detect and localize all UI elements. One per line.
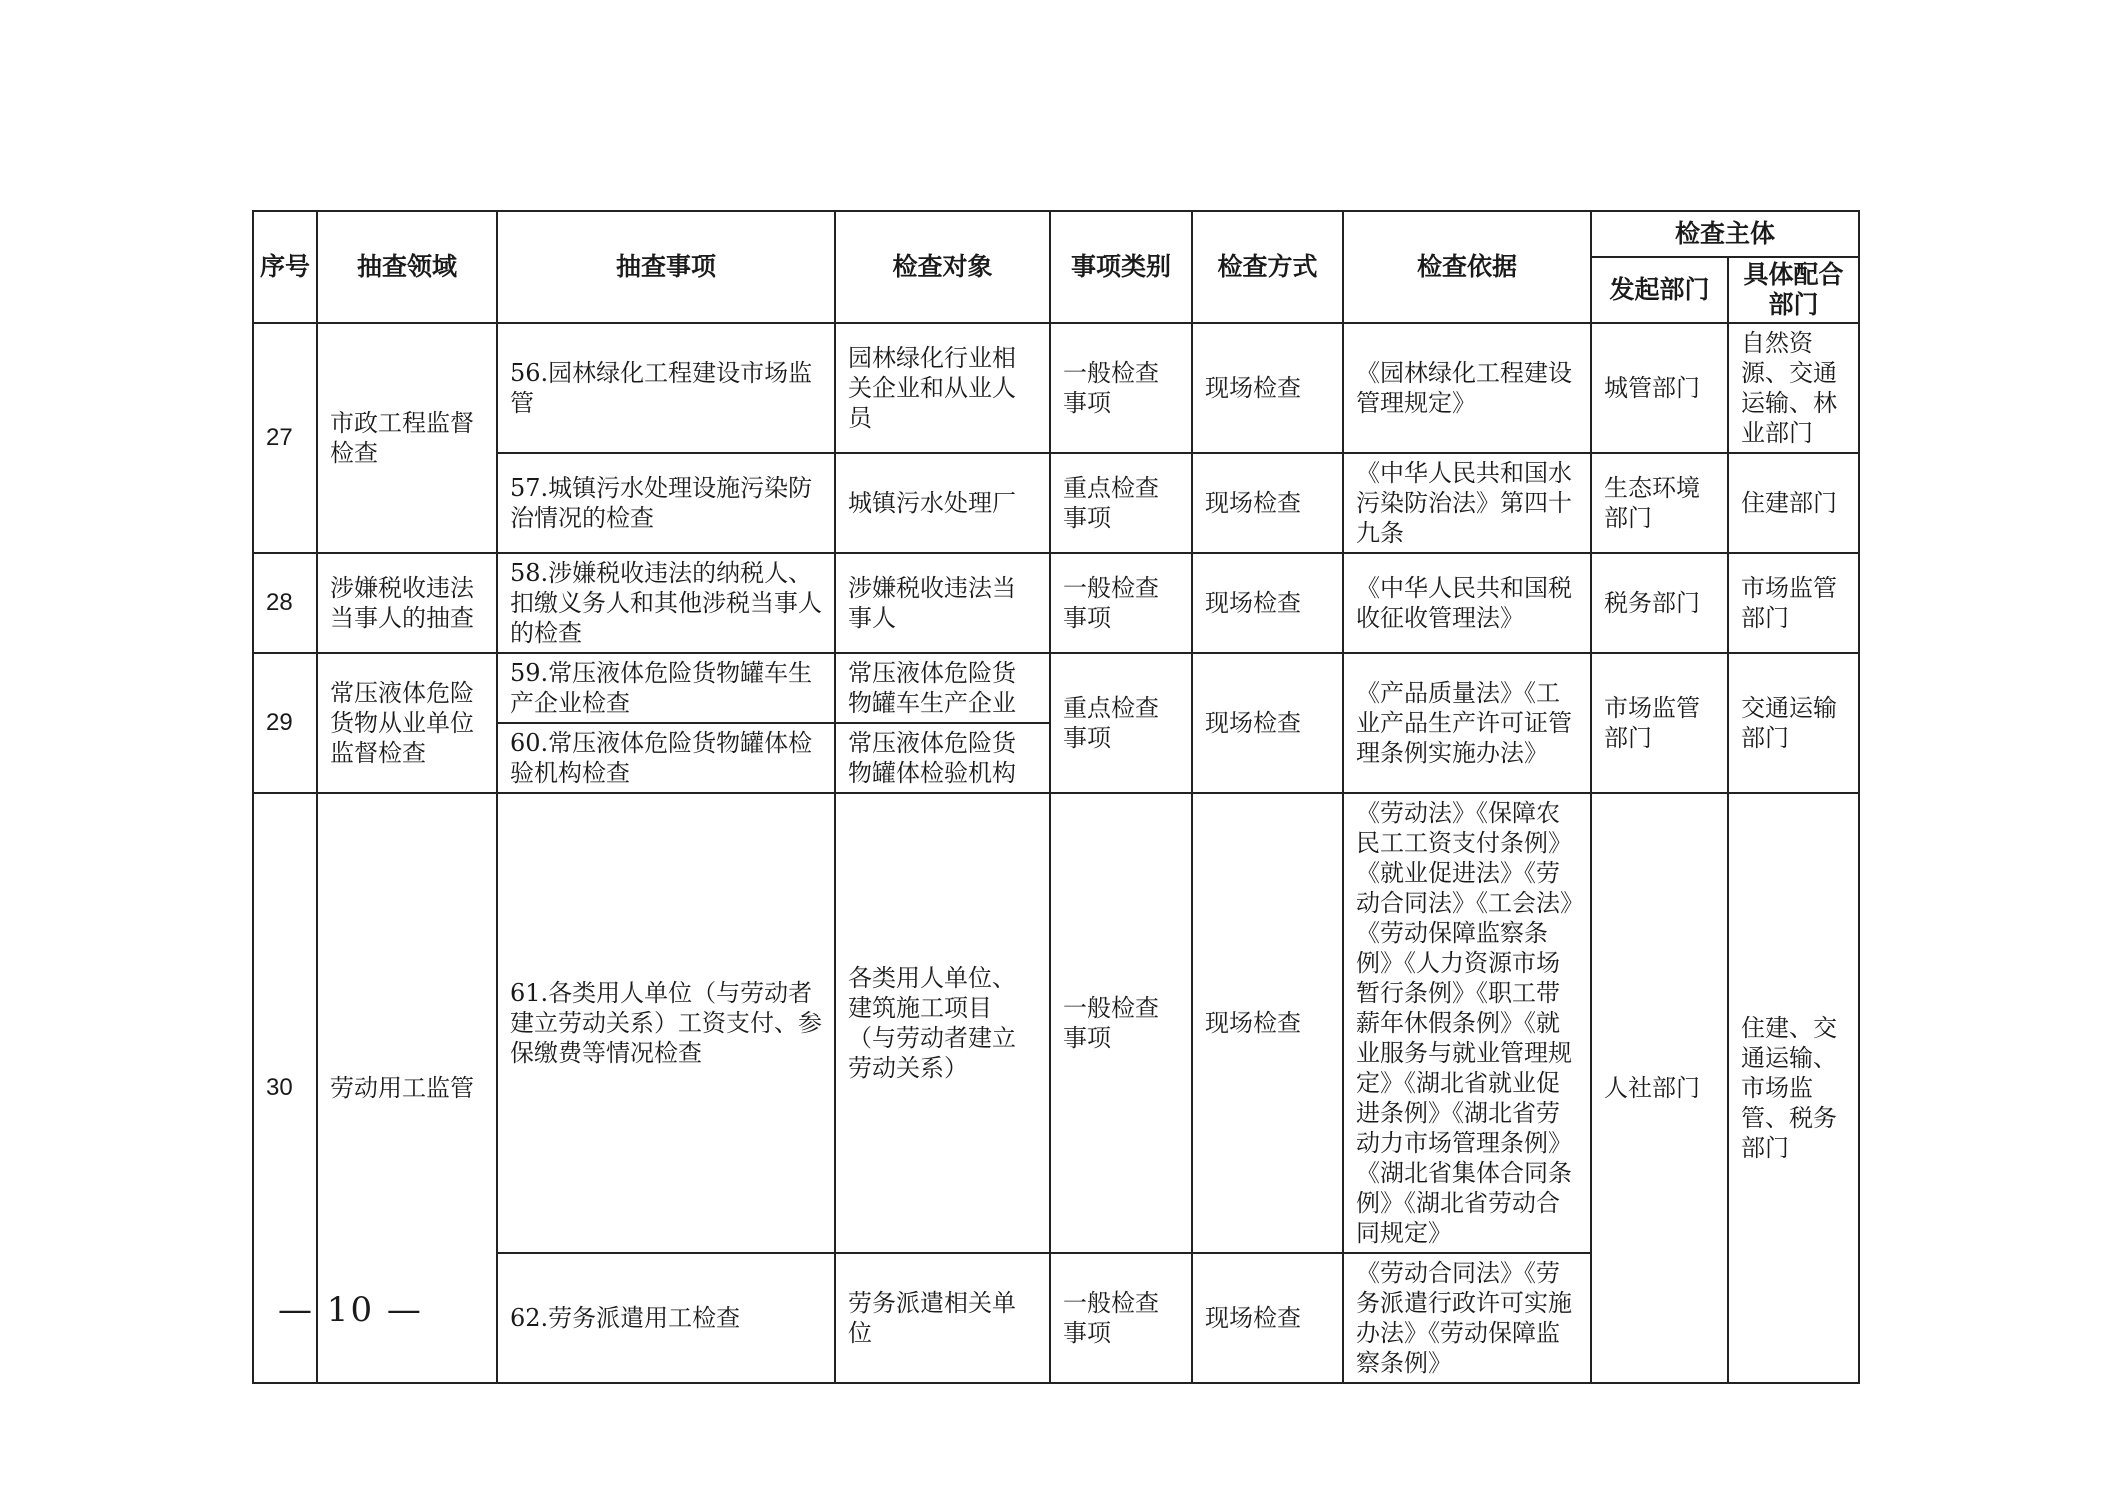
- row-28-item: 58.涉嫌税收违法的纳税人、 扣缴义务人和其他涉税当事人的检查: [497, 553, 835, 653]
- row-27a-method: 现场检查: [1192, 323, 1343, 453]
- row-30a-item: 61.各类用人单位（与劳动者建立劳动关系）工资支付、参保缴费等情况检查: [497, 793, 835, 1253]
- row-29-field: 常压液体危险货物从业单位监督检查: [317, 653, 497, 793]
- row-28-target: 涉嫌税收违法当事人: [835, 553, 1050, 653]
- row-27b-initiator: 生态环境部门: [1591, 453, 1728, 553]
- row-30-initiator: 人社部门: [1591, 793, 1728, 1383]
- row-29-method: 现场检查: [1192, 653, 1343, 793]
- row-29-seq: 29: [253, 653, 317, 793]
- row-29a-item: 59.常压液体危险货物罐车生产企业检查: [497, 653, 835, 723]
- row-30b-category: 一般检查事项: [1050, 1253, 1192, 1383]
- row-29-category: 重点检查事项: [1050, 653, 1192, 793]
- row-28-cooperator: 市场监管部门: [1728, 553, 1859, 653]
- row-30a-method: 现场检查: [1192, 793, 1343, 1253]
- row-27a-item: 56.园林绿化工程建设市场监管: [497, 323, 835, 453]
- row-30b-item: 62.劳务派遣用工检查: [497, 1253, 835, 1383]
- row-30-field: 劳动用工监管: [317, 793, 497, 1383]
- row-28-seq: 28: [253, 553, 317, 653]
- row-30b-basis: 《劳动合同法》《劳务派遣行政许可实施办法》《劳动保障监察条例》: [1343, 1253, 1591, 1383]
- header-initiator: 发起部门: [1591, 257, 1728, 323]
- row-29-basis: 《产品质量法》《工业产品生产许可证管理条例实施办法》: [1343, 653, 1591, 793]
- row-27-seq: 27: [253, 323, 317, 553]
- header-cooperator: 具体配合部门: [1728, 257, 1859, 323]
- header-item: 抽查事项: [497, 211, 835, 323]
- row-28-initiator: 税务部门: [1591, 553, 1728, 653]
- header-seq: 序号: [253, 211, 317, 323]
- row-27a-basis: 《园林绿化工程建设管理规定》: [1343, 323, 1591, 453]
- row-29a-target: 常压液体危险货物罐车生产企业: [835, 653, 1050, 723]
- row-29-initiator: 市场监管部门: [1591, 653, 1728, 793]
- row-27b-category: 重点检查事项: [1050, 453, 1192, 553]
- table-row: [253, 553, 1859, 653]
- row-27b-method: 现场检查: [1192, 453, 1343, 553]
- row-30-cooperator: 住建、交通运输、市场监管、税务部门: [1728, 793, 1859, 1383]
- inspection-table: [252, 210, 1860, 1384]
- row-30a-category: 一般检查事项: [1050, 793, 1192, 1253]
- page-number: — 10 —: [278, 1290, 423, 1330]
- header-field: 抽查领域: [317, 211, 497, 323]
- row-27-field: 市政工程监督检查: [317, 323, 497, 553]
- row-30b-method: 现场检查: [1192, 1253, 1343, 1383]
- row-30-seq: 30: [253, 793, 317, 1383]
- row-27b-basis: 《中华人民共和国水污染防治法》第四十九条: [1343, 453, 1591, 553]
- row-28-category: 一般检查事项: [1050, 553, 1192, 653]
- row-27b-cooperator: 住建部门: [1728, 453, 1859, 553]
- row-28-field: 涉嫌税收违法当事人的抽查: [317, 553, 497, 653]
- header-subject: 检查主体: [1591, 211, 1859, 257]
- row-30a-basis: 《劳动法》《保障农民工工资支付条例》《就业促进法》《劳动合同法》《工会法》《劳动保障监察条例》《人力资源市场暂行条例》《职工带薪年休假条例》《就业服务与就业管理规定》《湖北省就业促进条例》《湖北省劳动力市场管理条例》《湖北省集体合同条例》《湖北省劳动合同规定》: [1343, 793, 1591, 1253]
- header-method: 检查方式: [1192, 211, 1343, 323]
- row-28-method: 现场检查: [1192, 553, 1343, 653]
- header-basis: 检查依据: [1343, 211, 1591, 323]
- row-27a-target: 园林绿化行业相关企业和从业人员: [835, 323, 1050, 453]
- table-row: [253, 323, 1859, 453]
- row-30a-target: 各类用人单位、建筑施工项目（与劳动者建立劳动关系）: [835, 793, 1050, 1253]
- row-27a-cooperator: 自然资源、交通运输、林业部门: [1728, 323, 1859, 453]
- row-28-basis: 《中华人民共和国税收征收管理法》: [1343, 553, 1591, 653]
- header-category: 事项类别: [1050, 211, 1192, 323]
- header-target: 检查对象: [835, 211, 1050, 323]
- row-27b-target: 城镇污水处理厂: [835, 453, 1050, 553]
- row-27a-category: 一般检查事项: [1050, 323, 1192, 453]
- table-row: [253, 793, 1859, 1253]
- row-29-cooperator: 交通运输部门: [1728, 653, 1859, 793]
- table-row: [253, 653, 1859, 723]
- row-29b-target: 常压液体危险货物罐体检验机构: [835, 723, 1050, 793]
- row-29b-item: 60.常压液体危险货物罐体检验机构检查: [497, 723, 835, 793]
- row-27b-item: 57.城镇污水处理设施污染防治情况的检查: [497, 453, 835, 553]
- row-27a-initiator: 城管部门: [1591, 323, 1728, 453]
- row-30b-target: 劳务派遣相关单位: [835, 1253, 1050, 1383]
